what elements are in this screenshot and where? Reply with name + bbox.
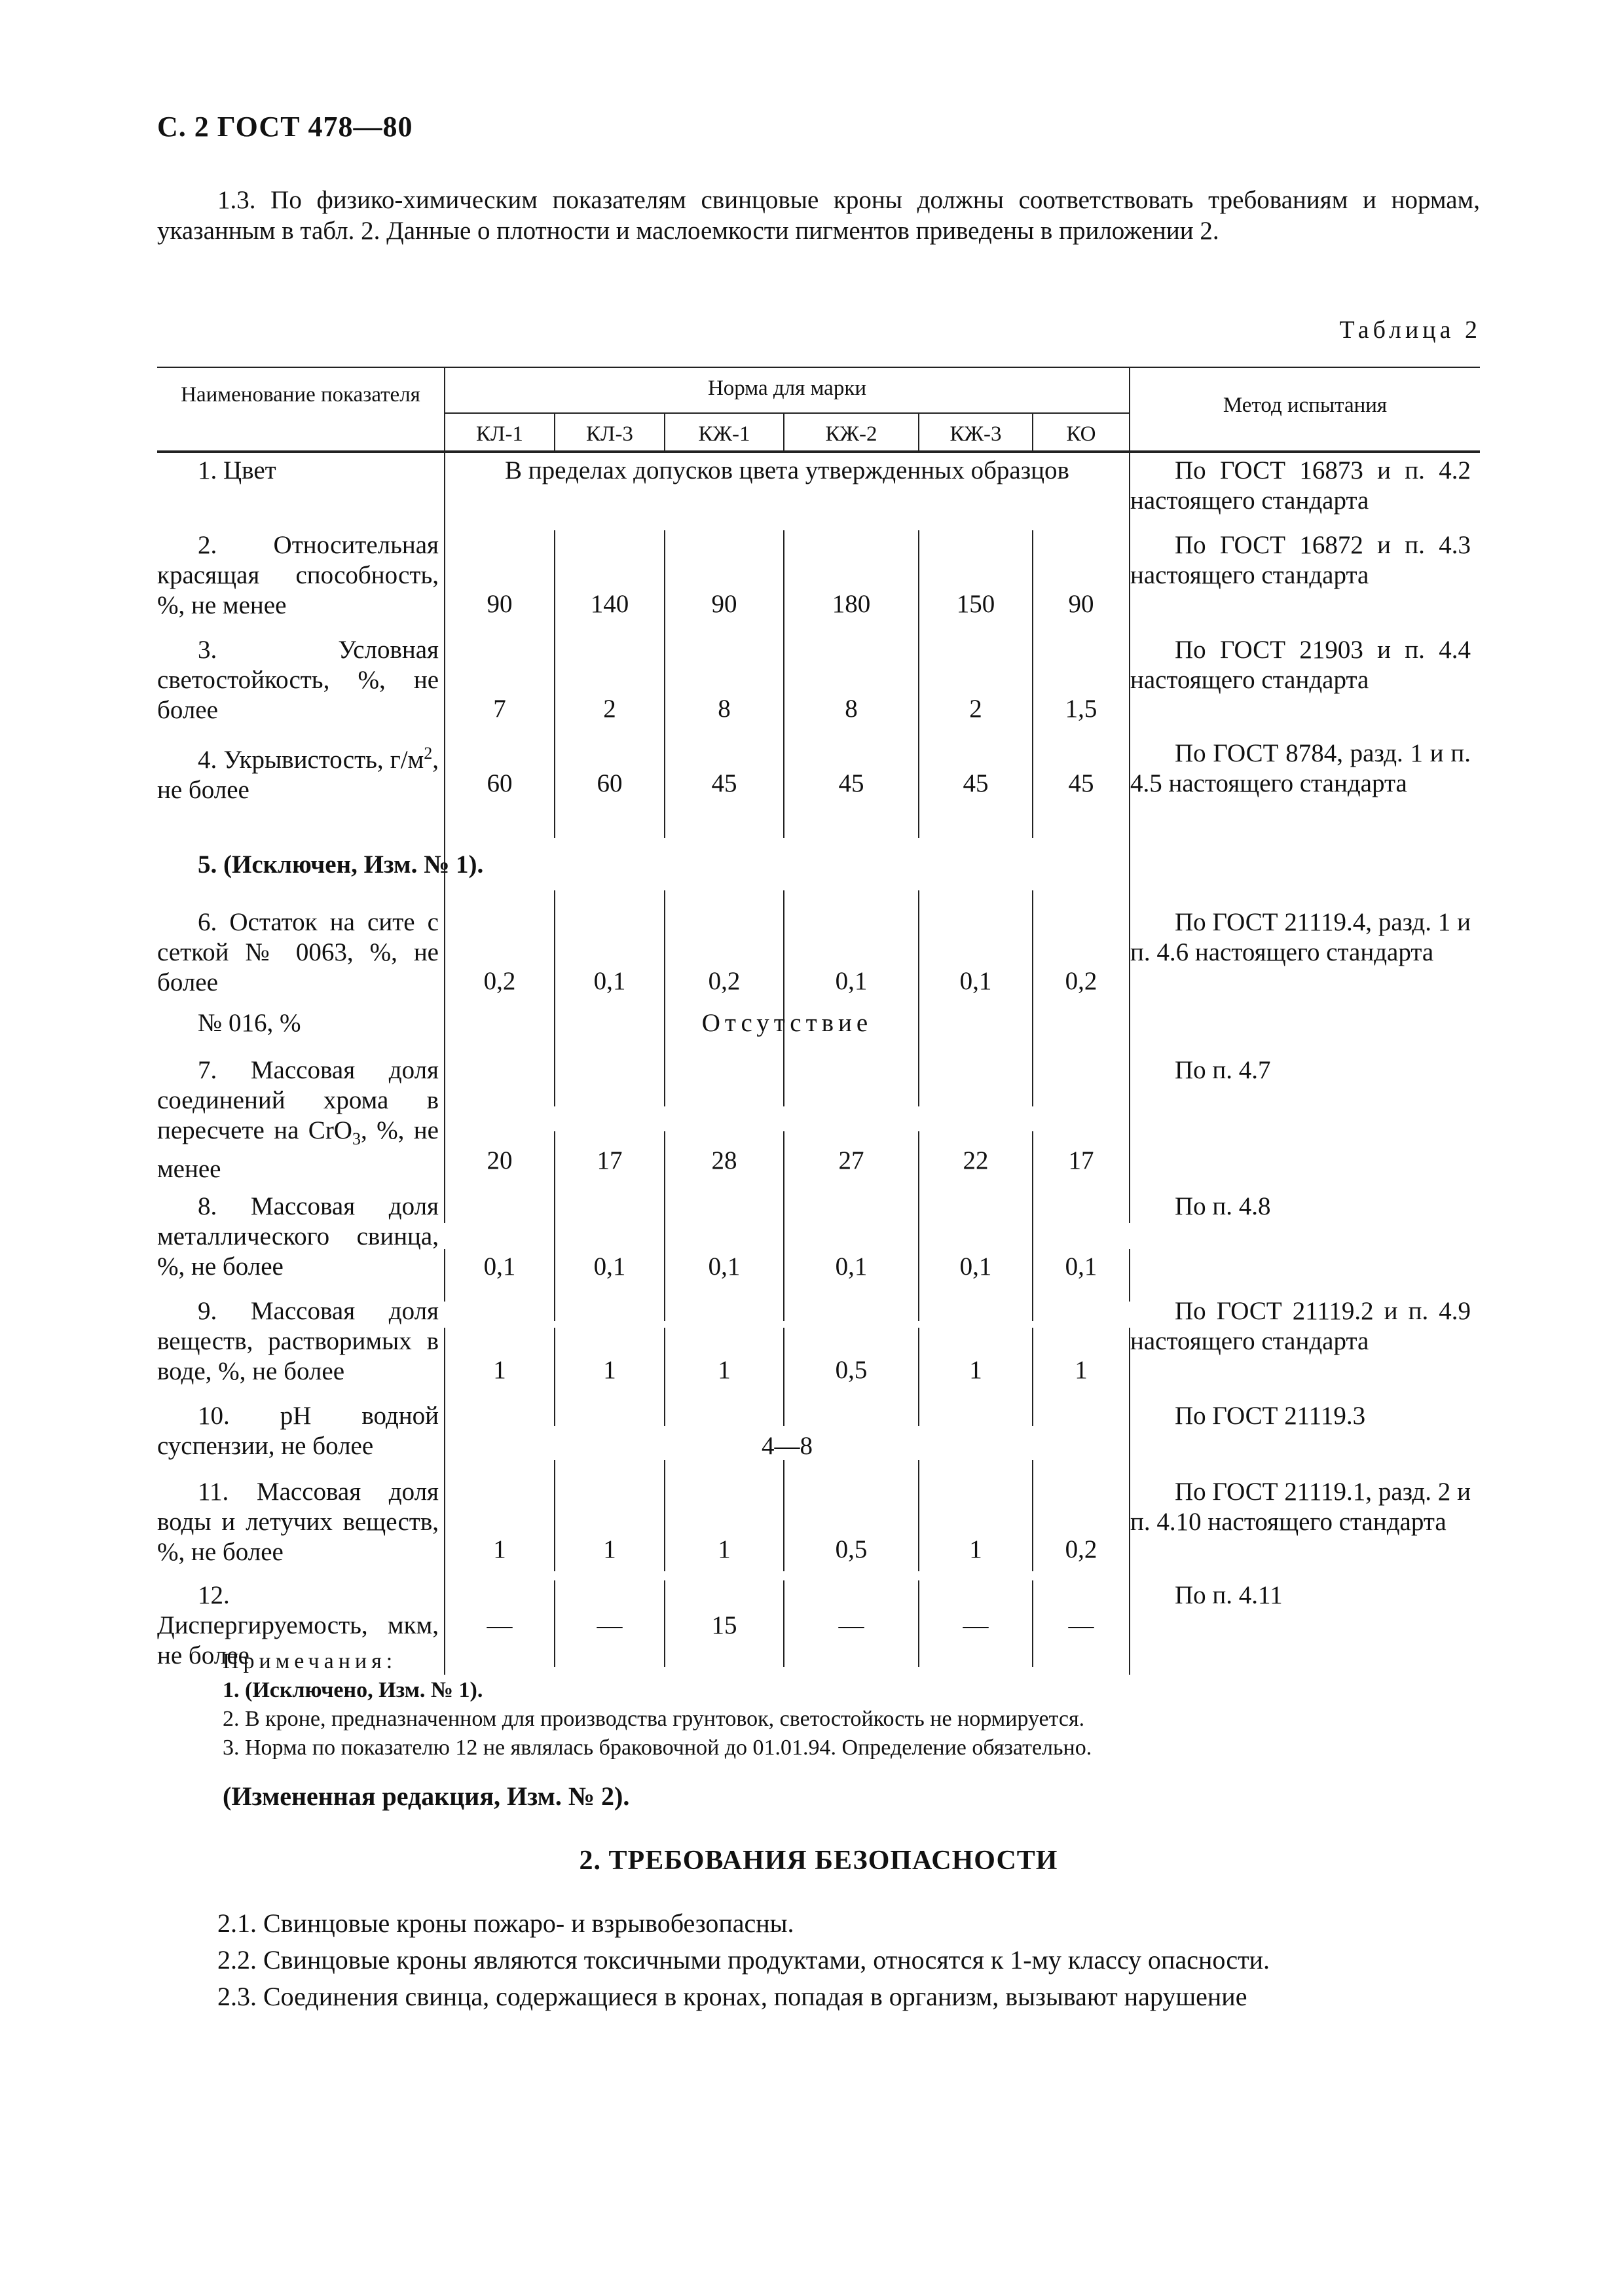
grade-value-cell: 60 [487, 769, 513, 797]
row-name: 1. Цвет [198, 456, 276, 484]
page-header: С. 2 ГОСТ 478—80 [157, 111, 413, 143]
grade-column-divider [783, 890, 784, 1106]
grade-column-divider [1032, 890, 1033, 1106]
grade-value-cell: 0,1 [835, 1252, 868, 1281]
row-method: По ГОСТ 21119.1, разд. 2 и п. 4.10 настоящего стандарта [1130, 1478, 1471, 1536]
grade-header: КЛ-1 [476, 422, 523, 446]
grade-value-cell: 1 [969, 1535, 982, 1563]
grade-value-cell: 180 [832, 590, 871, 618]
grade-value-cell: 1 [1075, 1356, 1088, 1384]
grade-value-cell: 1 [603, 1356, 616, 1384]
method-column-header: Метод испытания [1223, 393, 1388, 417]
grade-value-cell: 0,1 [593, 1252, 626, 1281]
row-name: 11. Массовая доля воды и летучих веществ, %, не более [157, 1478, 439, 1566]
section-item: 2.2. Свинцовые кроны являются токсичными продуктами, относятся к 1-му классу опасности. [217, 1945, 1270, 1975]
norm-header: Норма для марки [707, 376, 867, 400]
grade-value-cell: 90 [711, 590, 737, 618]
grade-value-cell: 15 [711, 1611, 737, 1639]
row-name: 10. pH водной суспензии, не более [157, 1402, 439, 1460]
grade-header-divider [444, 412, 1129, 414]
grade-value-cell: 0,2 [1065, 967, 1097, 995]
header-bottom-border [157, 450, 1480, 453]
grade-value-cell: 0,1 [835, 967, 868, 995]
row-name: № 016, % [198, 1009, 301, 1037]
row-name: 6. Остаток на сите с сеткой № 0063, %, не более [157, 908, 439, 996]
intro-paragraph: 1.3. По физико-химическим показателям свинцовые кроны должны соответствовать требованиям и нормам, указанным в табл. 2. Данные о плотности и маслоемкости пигментов приведены в приложении 2. [157, 186, 1480, 245]
table-notes [223, 1647, 1092, 1762]
grade-value-cell: 0,2 [708, 967, 741, 995]
grade-value-cell: 17 [1068, 1146, 1094, 1175]
grade-header: КЖ-2 [825, 422, 877, 446]
note-item: 2. В кроне, предназначенном для производства грунтовок, светостойкость не нормируется. [223, 1707, 1085, 1731]
grade-value-cell: 0,1 [708, 1252, 741, 1281]
grade-value-cell: 22 [963, 1146, 989, 1175]
row-method: По ГОСТ 16872 и п. 4.3 настоящего стандарта [1130, 531, 1471, 589]
note-item: 1. (Исключено, Изм. № 1). [223, 1678, 483, 1702]
grade-value-cell: 140 [590, 590, 629, 618]
grade-header: КЛ-3 [586, 422, 633, 446]
grade-header: КЖ-1 [698, 422, 750, 446]
notes-title: Примечания: [223, 1649, 397, 1673]
grade-value-cell: 0,1 [483, 1252, 516, 1281]
revision-note: (Измененная редакция, Изм. № 2). [223, 1781, 630, 1811]
grade-value-cell: 0,1 [959, 967, 992, 995]
row-name: 9. Массовая доля веществ, растворимых в воде, %, не более [157, 1297, 439, 1385]
grade-header: КО [1066, 422, 1096, 446]
row-name: 7. Массовая доля соединений хрома в пересчете на CrO$_3$, %, не менее [157, 1056, 439, 1183]
grade-value-cell: 20 [487, 1146, 513, 1175]
grade-column-divider [664, 890, 665, 1106]
body-vline [444, 453, 445, 1223]
row-method: По п. 4.7 [1175, 1056, 1271, 1084]
row-name: 4. Укрывистость, $г/м^2$, не более [157, 744, 439, 804]
grade-value-cell: 1 [718, 1356, 731, 1384]
section-item: 2.3. Соединения свинца, содержащиеся в кронах, попадая в организм, вызывают нарушение [217, 1982, 1247, 2011]
row-excluded: 5. (Исключен, Изм. № 1). [198, 850, 484, 879]
grade-value-cell: 90 [1068, 590, 1094, 618]
row-span-value: Отсутствие [701, 1009, 873, 1037]
row-name: 12. Диспергируемость, мкм, не более [157, 1581, 439, 1669]
grade-value-cell: 27 [838, 1146, 864, 1175]
row-method: По ГОСТ 16873 и п. 4.2 настоящего стандарта [1130, 456, 1471, 515]
grade-value-cell: 8 [845, 695, 858, 723]
row-name: 2. Относительная красящая способность, %, не менее [157, 531, 439, 619]
grade-value-cell: — [963, 1611, 989, 1639]
grade-value-cell: 0,1 [593, 967, 626, 995]
grade-value-cell: 17 [597, 1146, 623, 1175]
row-method: По п. 4.8 [1175, 1192, 1271, 1220]
row-span-value: 4—8 [762, 1432, 813, 1460]
row-method: По ГОСТ 21903 и п. 4.4 настоящего стандарта [1130, 636, 1471, 694]
name-column-header: Наименование показателя [181, 383, 420, 407]
row-method: По ГОСТ 21119.3 [1175, 1402, 1366, 1430]
grade-value-cell: 45 [1068, 769, 1094, 797]
row-method: По ГОСТ 8784, разд. 1 и п. 4.5 настоящего стандарта [1130, 739, 1471, 797]
grade-value-cell: 0,5 [835, 1535, 868, 1563]
grade-value-cell: 1 [603, 1535, 616, 1563]
grade-value-cell: 0,1 [959, 1252, 992, 1281]
grade-value-cell: 2 [969, 695, 982, 723]
row-method: По ГОСТ 21119.4, разд. 1 и п. 4.6 настоящего стандарта [1130, 908, 1471, 966]
section-item: 2.1. Свинцовые кроны пожаро- и взрывобезопасны. [217, 1908, 794, 1938]
grade-value-cell: 0,5 [835, 1356, 868, 1384]
grade-value-cell: 150 [956, 590, 995, 618]
grade-value-cell: — [597, 1611, 623, 1639]
grade-value-cell: 1 [493, 1356, 506, 1384]
grade-column-divider [918, 890, 919, 1106]
row-method: По ГОСТ 21119.2 и п. 4.9 настоящего стандарта [1130, 1297, 1471, 1355]
row-name: 8. Массовая доля металлического свинца, %, не более [157, 1192, 439, 1281]
table-caption: Таблица 2 [1339, 316, 1481, 344]
grade-value-cell: 45 [963, 769, 989, 797]
grade-value-cell: 1,5 [1065, 695, 1097, 723]
row-span-value: В пределах допусков цвета утвержденных образцов [505, 456, 1069, 484]
body-vline [1129, 1249, 1130, 1302]
grade-value-cell: 1 [493, 1535, 506, 1563]
grade-value-cell: 45 [838, 769, 864, 797]
grade-value-cell: 28 [711, 1146, 737, 1175]
table-top-border [157, 367, 1480, 368]
row-name: 3. Условная светостойкость, %, не более [157, 636, 439, 724]
grade-value-cell: 60 [597, 769, 623, 797]
grade-value-cell: 8 [718, 695, 731, 723]
grade-value-cell: 0,1 [1065, 1252, 1097, 1281]
row-method: По п. 4.11 [1175, 1581, 1283, 1609]
grade-value-cell: — [1068, 1611, 1094, 1639]
note-item: 3. Норма по показателю 12 не являлась браковочной до 01.01.94. Определение обязательно. [223, 1736, 1092, 1760]
grade-value-cell: 0,2 [1065, 1535, 1097, 1563]
grade-header: КЖ-3 [949, 422, 1002, 446]
grade-value-cell: 1 [969, 1356, 982, 1384]
grade-value-cell: — [487, 1611, 513, 1639]
grade-value-cell: — [838, 1611, 864, 1639]
grade-value-cell: 90 [487, 590, 513, 618]
grade-value-cell: 2 [603, 695, 616, 723]
grade-value-cell: 45 [711, 769, 737, 797]
grade-value-cell: 7 [493, 695, 506, 723]
section-title: 2. ТРЕБОВАНИЯ БЕЗОПАСНОСТИ [579, 1846, 1058, 1876]
grade-value-cell: 1 [718, 1535, 731, 1563]
grade-value-cell: 0,2 [483, 967, 516, 995]
grade-column-divider [554, 890, 555, 1106]
